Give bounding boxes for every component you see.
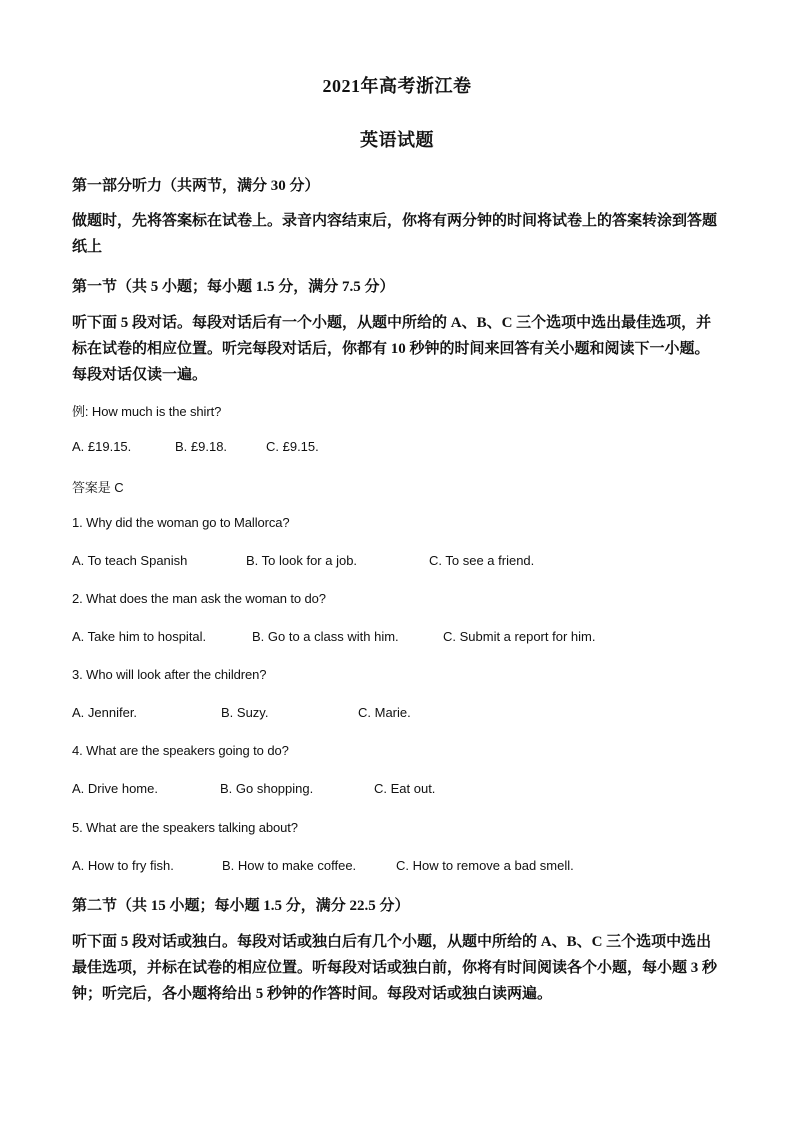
- part1-instructions: 做题时，先将答案标在试卷上。录音内容结束后，你将有两分钟的时间将试卷上的答案转涂到答题纸上: [72, 213, 718, 255]
- q2-option-c: C. Submit a report for him.: [443, 629, 596, 644]
- q4-option-b: B. Go shopping.: [220, 781, 314, 796]
- q4-option-c: C. Eat out.: [374, 781, 436, 796]
- q5-option-c: C. How to remove a bad smell.: [396, 858, 574, 873]
- q3-option-a: A. Jennifer.: [72, 705, 138, 720]
- q3-option-c: C. Marie.: [358, 705, 411, 720]
- question-3-options: [72, 705, 732, 723]
- example-option-a: A. £19.15.: [72, 439, 132, 454]
- q5-option-b: B. How to make coffee.: [222, 858, 357, 873]
- q1-option-c: C. To see a friend.: [429, 553, 535, 568]
- section1-instructions: 听下面 5 段对话。每段对话后有一个小题，从题中所给的 A、B、C 三个选项中选出最佳选项，并标在试卷的相应位置。听完每段对话后，你都有 10 秒钟的时间来回答有关小题和阅读下一小题。每段对话仅读一遍。: [72, 315, 712, 383]
- question-5-options: [72, 858, 732, 876]
- q4-option-a: A. Drive home.: [72, 781, 158, 796]
- q1-option-b: B. To look for a job.: [246, 553, 358, 568]
- q2-option-a: A. Take him to hospital.: [72, 629, 207, 644]
- example-question: 例: How much is the shirt?: [72, 404, 222, 419]
- question-2: 2. What does the man ask the woman to do?: [72, 591, 326, 606]
- exam-subtitle: 英语试题: [360, 130, 434, 150]
- question-3: 3. Who will look after the children?: [72, 667, 267, 682]
- question-2-options: [72, 629, 732, 647]
- question-1-options: [72, 553, 732, 571]
- question-1: 1. Why did the woman go to Mallorca?: [72, 515, 290, 530]
- q5-option-a: A. How to fry fish.: [72, 858, 174, 873]
- section2-instructions: 听下面 5 段对话或独白。每段对话或独白后有几个小题，从题中所给的 A、B、C 三个选项中选出最佳选项，并标在试卷的相应位置。听每段对话或独白前，你将有时间阅读各个小题，每小题 3 秒钟；听完后，各小题将给出 5 秒钟的作答时间。每段对话或独白读两遍。: [72, 934, 718, 1002]
- example-option-b: B. £9.18.: [175, 439, 228, 454]
- q1-option-a: A. To teach Spanish: [72, 553, 188, 568]
- q3-option-b: B. Suzy.: [221, 705, 269, 720]
- section1-heading: 第一节（共 5 小题；每小题 1.5 分，满分 7.5 分）: [72, 279, 395, 295]
- section2-heading: 第二节（共 15 小题；每小题 1.5 分，满分 22.5 分）: [72, 898, 410, 914]
- example-option-c: C. £9.15.: [266, 439, 319, 454]
- question-4: 4. What are the speakers going to do?: [72, 743, 289, 758]
- q2-option-b: B. Go to a class with him.: [252, 629, 399, 644]
- question-5: 5. What are the speakers talking about?: [72, 820, 298, 835]
- question-4-options: [72, 781, 732, 799]
- part1-heading: 第一部分听力（共两节，满分 30 分）: [72, 178, 320, 194]
- example-options: [72, 439, 732, 457]
- exam-title: 2021年高考浙江卷: [322, 76, 472, 96]
- example-answer: 答案是 C: [72, 480, 124, 495]
